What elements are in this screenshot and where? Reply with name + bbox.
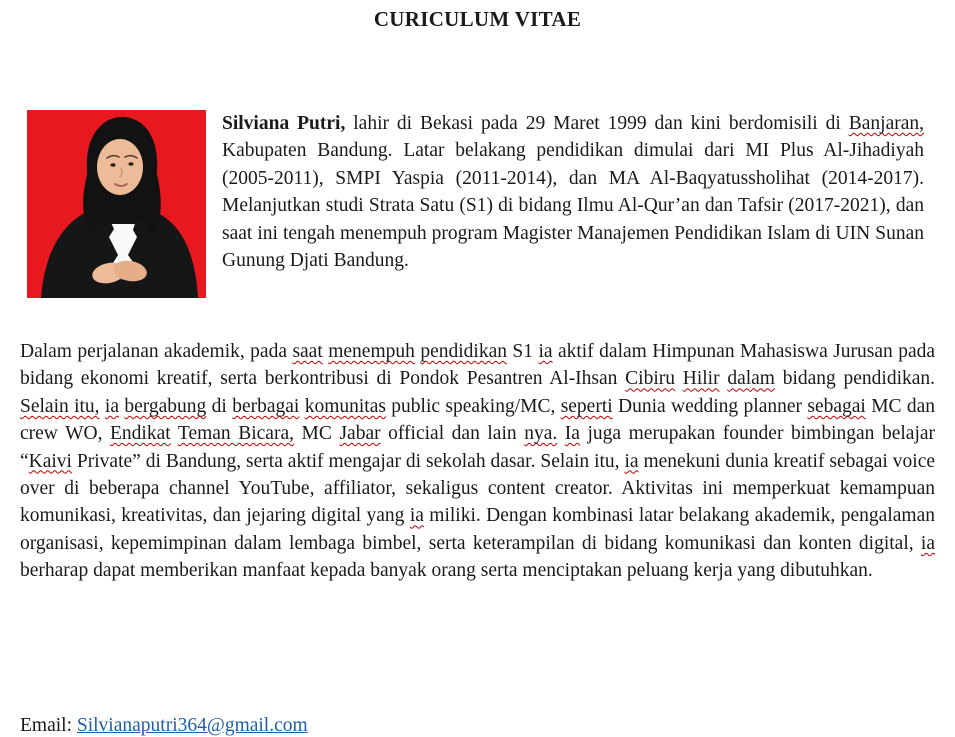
intro-paragraph: Silviana Putri, lahir di Bekasi pada 29 Maret 1999 dan kini berdomisili di Banjaran, Kabupaten Bandung. Latar belakang pendidikan dimulai dari MI Plus Al-Jihadiyah (2005-2011), SMPI Yaspia (2011-2014), dan MA Al-Baqyatussholihat (2014-2017). Melanjutkan studi Strata Satu (S1) di bidang Ilmu Al-Qur’an dan Tafsir (2017-2021), dan saat ini tengah menempuh program Magister Manajemen Pendidikan Islam di UIN Sunan Gunung Djati Bandung. <box>222 113 924 272</box>
intro-section <box>27 110 924 298</box>
email-link[interactable]: Silvianaputri364@gmail.com <box>76 714 308 736</box>
email-label: Email: <box>20 714 77 736</box>
portrait-photo-illustration <box>27 110 206 298</box>
page-title: CURICULUM VITAE <box>373 7 582 31</box>
portrait-photo <box>27 110 206 298</box>
body-paragraph: Dalam perjalanan akademik, pada saat menempuh pendidikan S1 ia aktif dalam Himpunan Mahasiswa Jurusan pada bidang ekonomi kreatif, serta berkontribusi di Pondok Pesantren Al-Ihsan Cibiru Hilir dalam bidang pendidikan. Selain itu, ia bergabung di berbagai komunitas public speaking/MC, seperti Dunia wedding planner sebagai MC dan crew WO, Endikat Teman Bicara, MC Jabar official dan lain nya. Ia juga merupakan founder bimbingan belajar “Kaivi Private” di Bandung, serta aktif mengajar di sekolah dasar. Selain itu, ia menekuni dunia kreatif sebagai voice over di beberapa channel YouTube, affiliator, sekaligus content creator. Aktivitas ini memperkuat kemampuan komunikasi, kreativitas, dan jejaring digital yang ia miliki. Dengan kombinasi latar belakang akademik, pengalaman organisasi, kepemimpinan dalam lembaga bimbel, serta keterampilan di bidang komunikasi dan konten digital, ia berharap dapat memberikan manfaat kepada banyak orang serta menciptakan peluang kerja yang dibutuhkan. <box>20 341 936 582</box>
email-line <box>20 715 308 737</box>
